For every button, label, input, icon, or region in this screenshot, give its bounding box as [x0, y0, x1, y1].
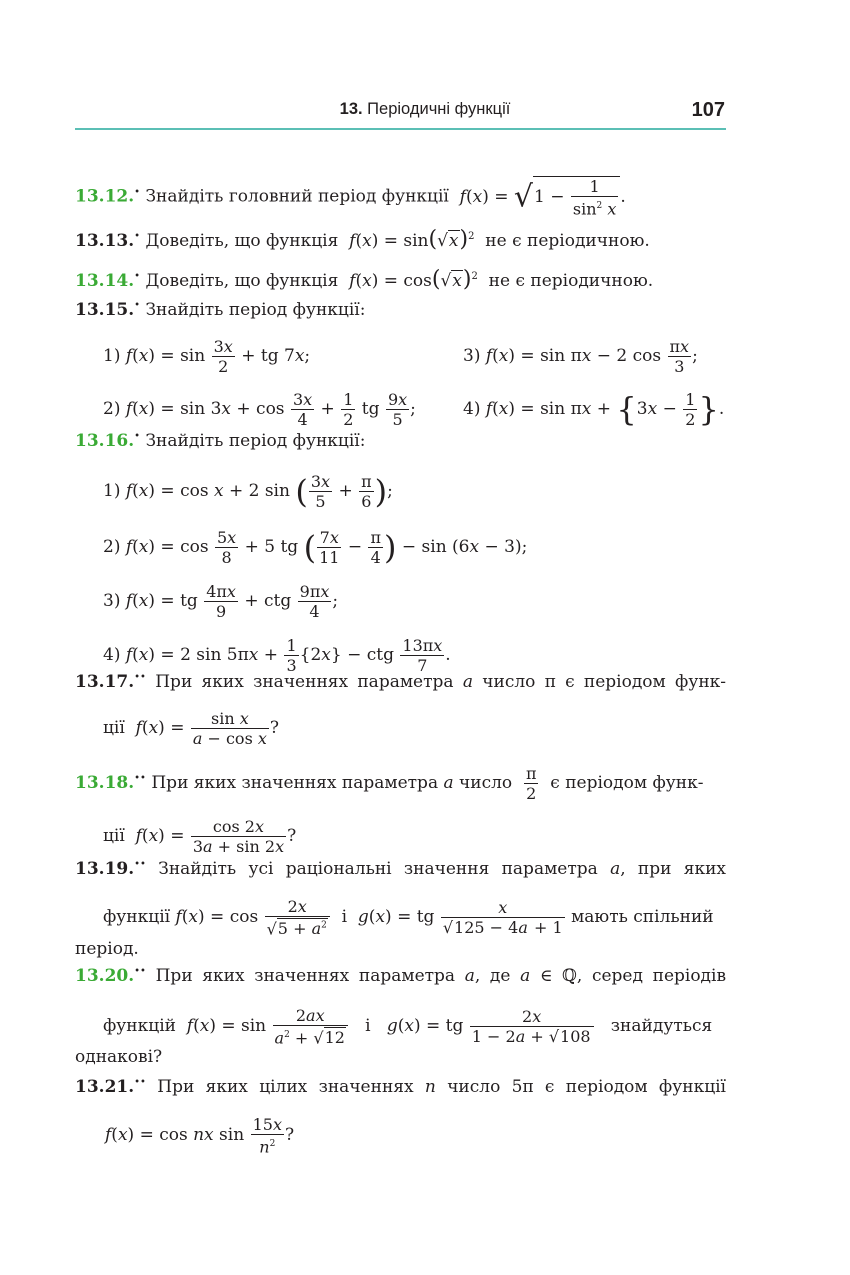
formula: f(x) = √1 − $\frac{1}{\sin^2 x}$ . [459, 177, 626, 219]
formula: $f(x) = \cos(√x)^2$ [349, 267, 478, 292]
problem-number: 13.21. [75, 1077, 135, 1097]
problem-13-17-cont: ції f(x) = $\frac{\text{sin x}}{\text{a − cos x}}$ ? [103, 709, 280, 748]
problem-13-18-cont: ції f(x) = $\frac{\cos 2x}{3a + \sin 2x}$ ? [103, 817, 297, 856]
item-13-16-3: 3) f(x) = tg $\frac{4\pi x}{9}$ + ctg $\frac{9\pi x}{4}$ ; [103, 582, 339, 621]
problem-number: 13.15. [75, 300, 135, 320]
problem-number: 13.16. [75, 431, 135, 451]
item-13-15-3: 3) f(x) = sin πx − 2 cos $\frac{\pi x}{3}$ ; [463, 337, 698, 376]
problem-13-19: 13.19.•• Знайдіть усі раціональні значення параметра a, при яких [75, 859, 726, 879]
item-13-16-1: 1) f(x) = cos x + 2 sin ( $\frac{3x}{5}$ + $\frac{\pi}{6}$ ); [103, 472, 393, 511]
problem-13-18: 13.18.•• При яких значеннях параметра a число $\frac{\pi}{2}$ є періодом функ- [75, 764, 704, 803]
problem-13-13: 13.13.• Доведіть, що функція $f(x) = \sin(√x)^2$ не є періодичною. [75, 227, 650, 252]
problem-13-12: 13.12.• Знайдіть головний період функції f(x) = √1 − $\frac{1}{\sin^2 x}$ . [75, 177, 626, 219]
chapter-title: Періодичні функції [367, 100, 511, 118]
problem-13-20-cont: функцій f(x) = sin $\frac{2ax}{a^2 + √12}$ і g(x) = tg $\frac{2x}{1 - 2a + √108}$ знайдуться [103, 1006, 713, 1048]
problem-text: Знайдіть період функції: [145, 300, 366, 320]
problem-13-19-end: період. [75, 939, 139, 959]
page-number: 107 [691, 99, 725, 121]
problem-number: 13.17. [75, 672, 135, 692]
problem-number: 13.14. [75, 271, 135, 291]
problem-13-21-formula: f(x) = cos nx sin $\frac{15x}{n^2}$ ? [105, 1115, 295, 1157]
problem-13-20-end: однакові? [75, 1047, 163, 1067]
problem-text: Знайдіть головний період функції [145, 186, 449, 207]
header-rule [75, 128, 726, 130]
problem-number: 13.12. [75, 186, 135, 207]
problem-13-16: 13.16.• Знайдіть період функції: [75, 431, 366, 451]
item-13-16-4: 4) f(x) = 2 sin 5πx + $\frac{1}{3}$ {2x} − ctg $\frac{13\pi x}{7}$ . [103, 636, 451, 675]
problem-13-20: 13.20.•• При яких значеннях параметра a, де a ∈ ℚ, серед періодів [75, 966, 727, 986]
problem-13-15: 13.15.• Знайдіть період функції: [75, 300, 366, 320]
item-13-15-2: 2) f(x) = sin 3x + cos $\frac{3x}{4}$ + $\frac{1}{2}$ tg $\frac{9x}{5}$ ; [103, 390, 416, 429]
problem-13-19-cont: функції f(x) = cos $\frac{2x}{√5 + a^2}$ і g(x) = tg $\frac{x}{√125 - 4a + 1}$ мають спільний [103, 897, 714, 939]
item-13-15-4: 4) f(x) = sin πx + {3x − $\frac{1}{2}$ }. [463, 390, 725, 429]
problem-number: 13.19. [75, 859, 135, 879]
problem-number: 13.18. [75, 773, 135, 793]
problem-number: 13.20. [75, 966, 135, 986]
problem-text: Доведіть, що функція [145, 231, 339, 251]
chapter-number: 13. [339, 100, 363, 118]
problem-13-14: 13.14.• Доведіть, що функція $f(x) = \cos(√x)^2$ не є періодичною. [75, 267, 654, 292]
problem-text: Знайдіть період функції: [145, 431, 366, 451]
item-13-15-1: 1) f(x) = sin $\frac{3x}{2}$ + tg 7x; [103, 337, 311, 376]
problem-text: Доведіть, що функція [145, 271, 339, 291]
formula: $f(x) = \sin(√x)^2$ [349, 227, 475, 252]
problem-13-21: 13.21.•• При яких цілих значеннях n число 5π є періодом функції [75, 1077, 726, 1097]
problem-13-17: 13.17.•• При яких значеннях параметра a число π є періодом функ- [75, 672, 727, 692]
problem-number: 13.13. [75, 231, 135, 251]
item-13-16-2: 2) f(x) = cos $\frac{5x}{8}$ + 5 tg ( $\frac{7x}{11}$ − $\frac{\pi}{4}$ ) − sin (6x − 3); [103, 528, 528, 567]
